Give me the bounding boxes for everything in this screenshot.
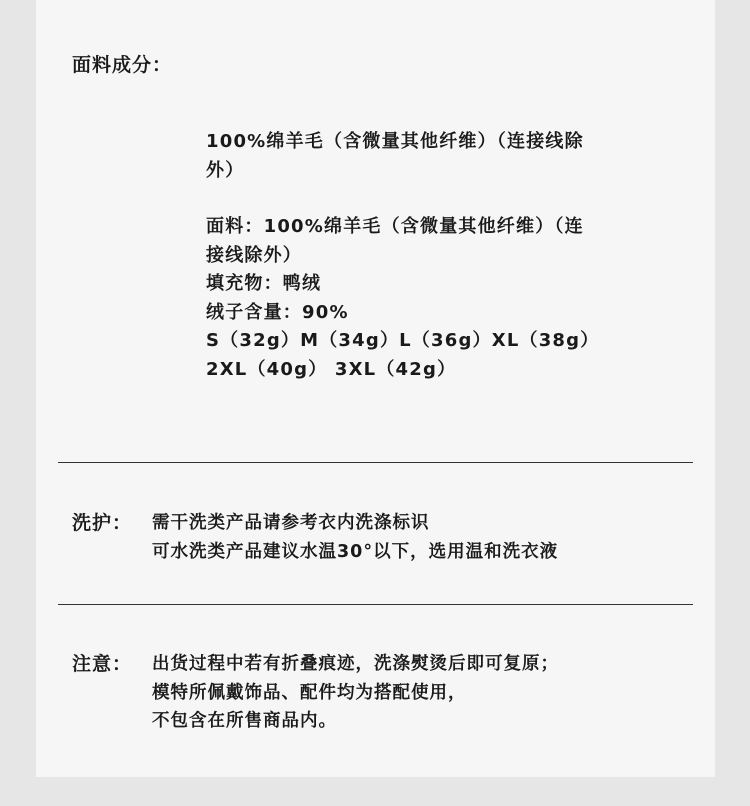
fabric-composition-body bbox=[206, 128, 676, 384]
fabric-composition-title: 面料成分： bbox=[72, 54, 173, 76]
care-label: 洗护： bbox=[72, 512, 133, 534]
care-body bbox=[152, 509, 558, 566]
down-content-line: 绒子含量：90% bbox=[206, 301, 349, 323]
fabric-line: 接线除外） bbox=[206, 244, 302, 266]
notice-body bbox=[152, 650, 559, 736]
divider bbox=[58, 462, 693, 463]
notice-line: 不包含在所售商品内。 bbox=[152, 711, 337, 731]
notice-line: 模特所佩戴饰品、配件均为搭配使用， bbox=[152, 682, 467, 703]
size-weight-line: S（32g）M（34g）L（36g）XL（38g） bbox=[206, 330, 600, 351]
notice-label: 注意： bbox=[72, 653, 133, 675]
fabric-line: 外） bbox=[206, 159, 245, 181]
notice-line: 出货过程中若有折叠痕迹，洗涤熨烫后即可复原； bbox=[152, 654, 559, 674]
fabric-spacer bbox=[206, 185, 676, 213]
divider bbox=[58, 604, 693, 605]
care-line: 可水洗类产品建议水温30°以下，选用温和洗衣液 bbox=[152, 541, 559, 562]
size-weight-line: 2XL（40g） 3XL（42g） bbox=[206, 358, 457, 380]
fabric-line: 面料：100%绵羊毛（含微量其他纤维）（连 bbox=[206, 216, 584, 237]
filling-line: 填充物：鸭绒 bbox=[206, 273, 322, 294]
fabric-line: 100%绵羊毛（含微量其他纤维）（连接线除 bbox=[206, 131, 584, 152]
care-line: 需干洗类产品请参考衣内洗涤标识 bbox=[152, 513, 430, 533]
